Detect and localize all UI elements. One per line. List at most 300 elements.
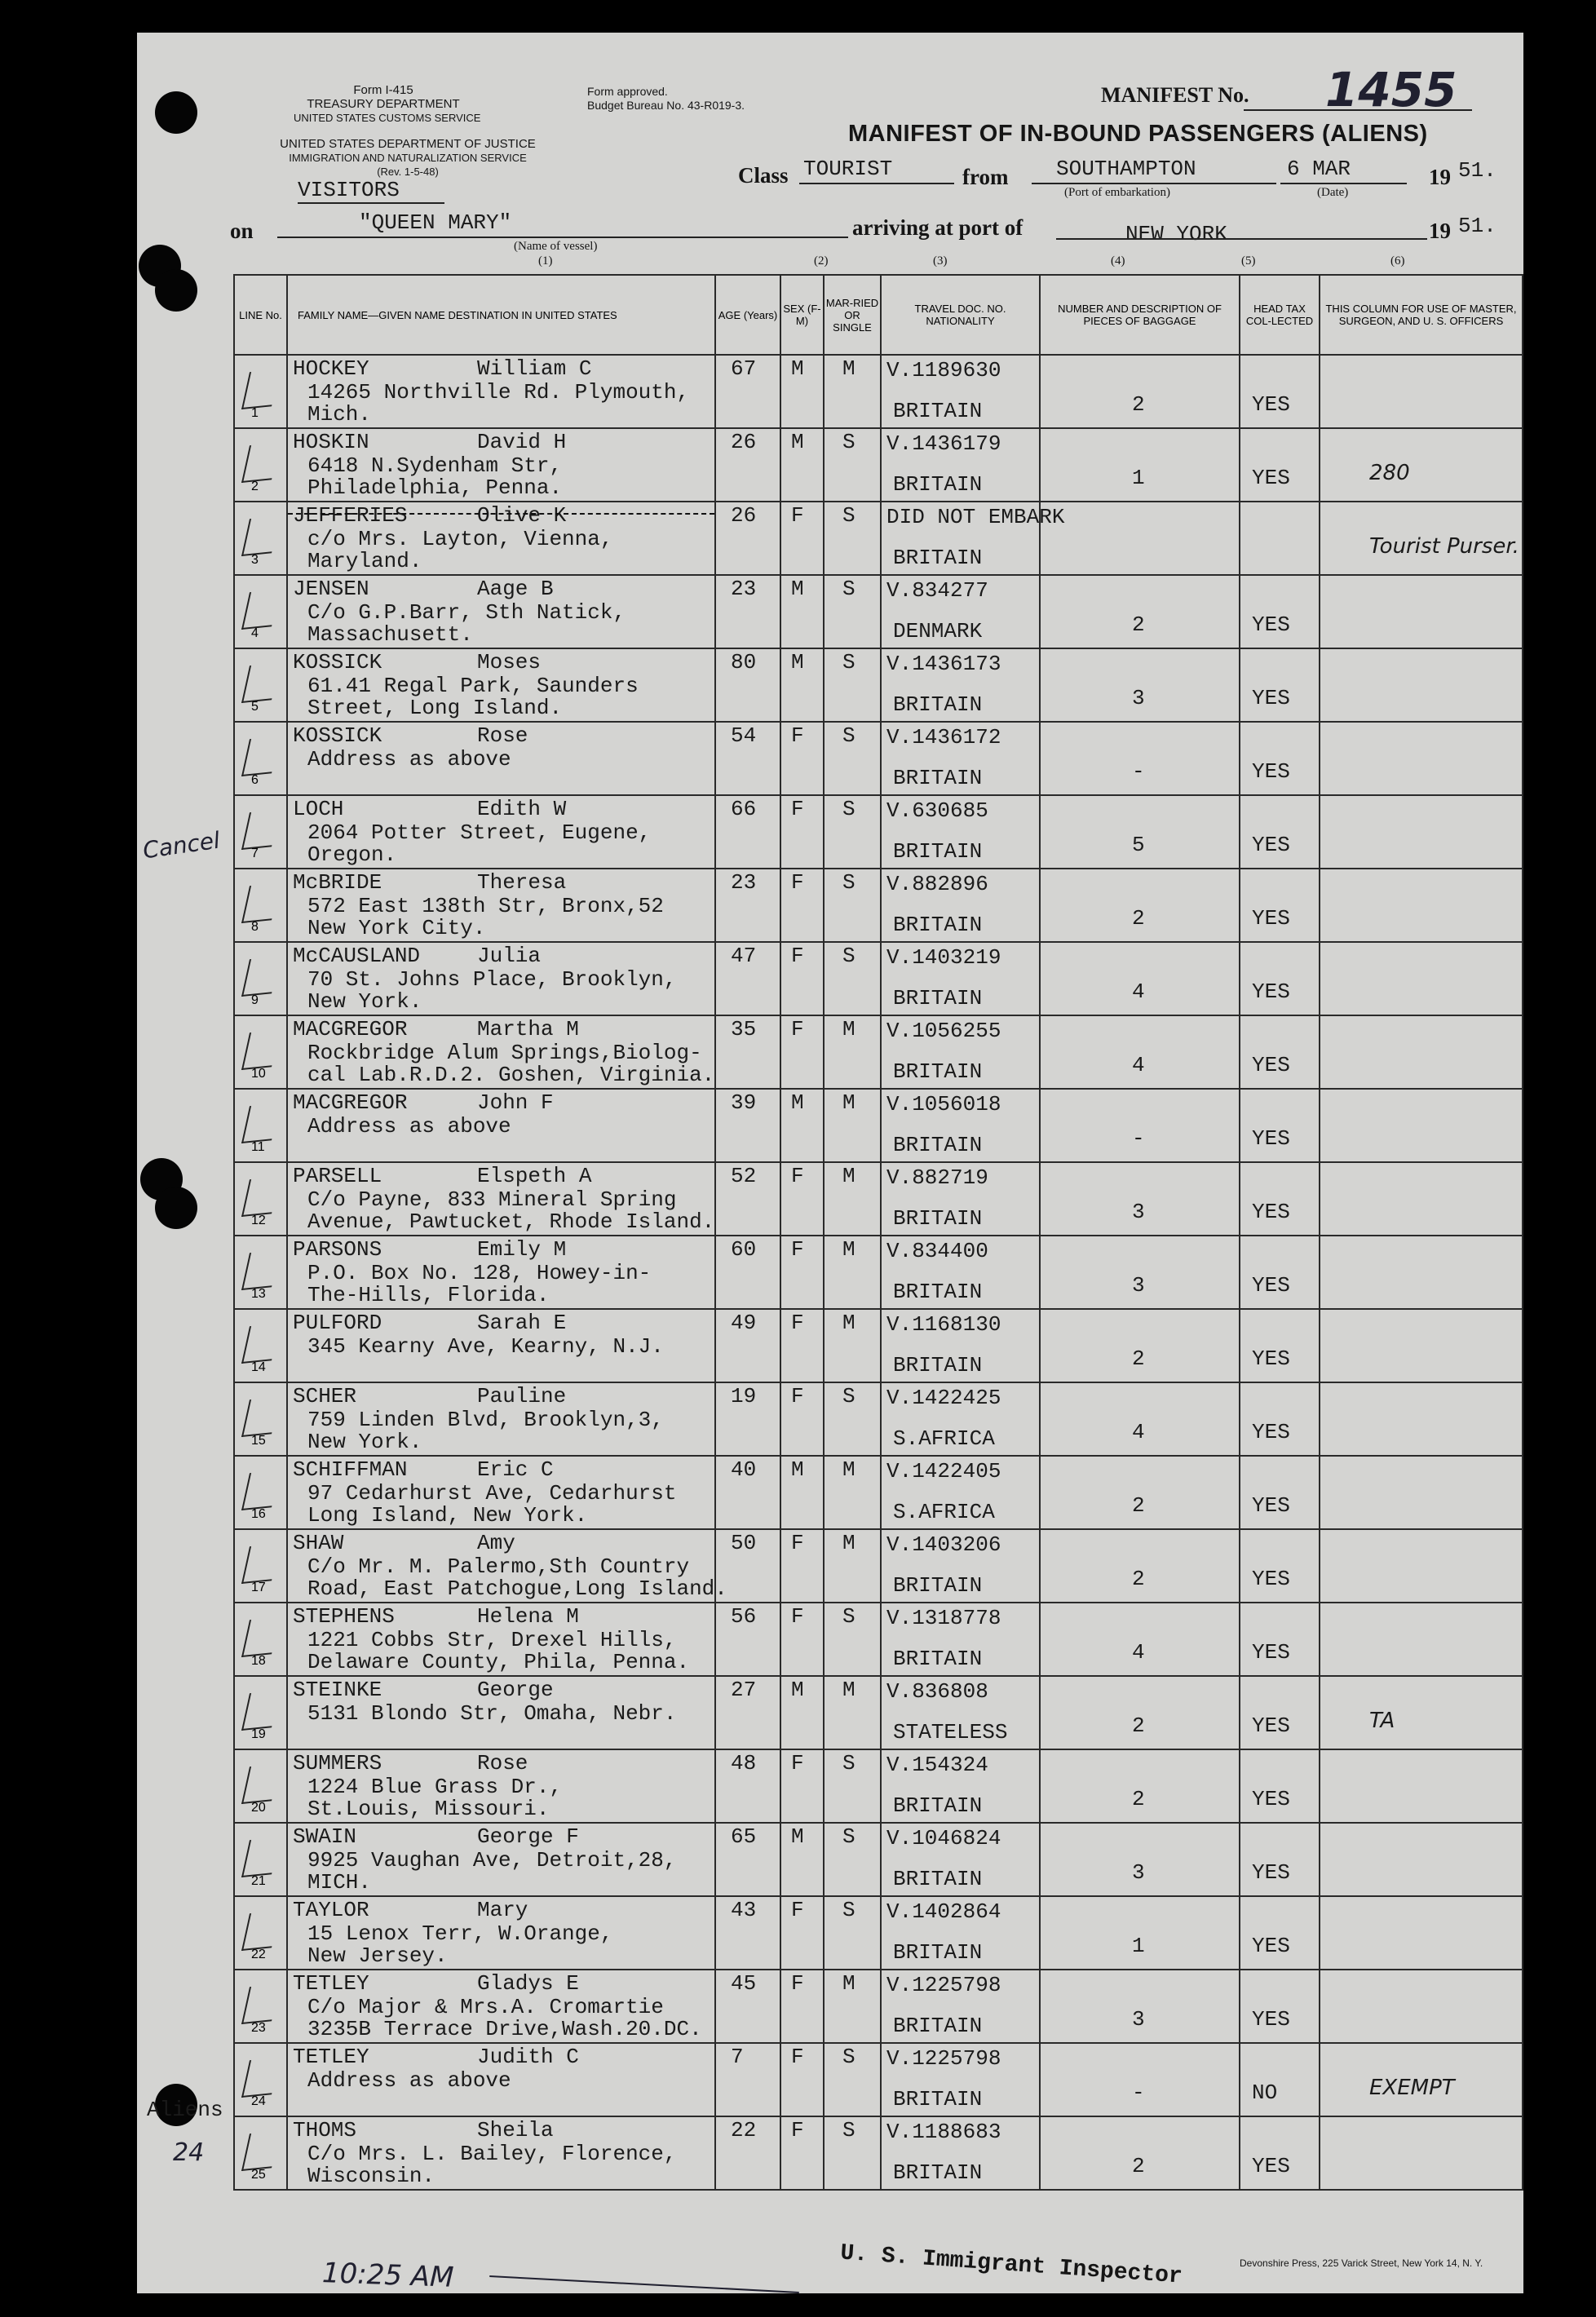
line-cell: [234, 795, 287, 869]
baggage-count: 4: [1132, 1053, 1145, 1077]
sex-cell: [780, 355, 824, 428]
family-name: KOSSICK: [293, 723, 382, 748]
ins-service: IMMIGRATION AND NATURALIZATION SERVICE: [289, 152, 527, 164]
address-line-2: 3235B Terrace Drive,Wash.20.DC.: [307, 2017, 702, 2041]
age: 22: [731, 2118, 757, 2142]
line-number: 5: [251, 700, 259, 714]
travel-doc-number: V.1168130: [886, 1312, 1001, 1337]
name-cell: [287, 1236, 715, 1309]
marital-cell: [824, 355, 881, 428]
baggage-cell: [1040, 1456, 1240, 1529]
family-name: THOMS: [293, 2118, 357, 2142]
marital-status: S: [842, 577, 855, 601]
col-header-sex: SEX (F-M): [780, 275, 824, 355]
sex: F: [791, 1164, 804, 1188]
travel-doc-number: V.836808: [886, 1679, 988, 1704]
check-mark-icon: [241, 809, 280, 850]
head-tax: YES: [1252, 2154, 1290, 2178]
form-number: Form I-415: [353, 83, 413, 97]
age-cell: [715, 1749, 780, 1823]
head-tax: YES: [1252, 1126, 1290, 1151]
address-line-2: Mich.: [307, 402, 372, 427]
travel-doc-cell: [881, 722, 1040, 795]
address-line-2: Massachusett.: [307, 622, 473, 647]
baggage-count: 2: [1132, 1713, 1145, 1738]
sex: F: [791, 797, 804, 821]
name-cell: [287, 795, 715, 869]
name-cell: [287, 1603, 715, 1676]
travel-doc-number: DID NOT EMBARK: [886, 505, 1065, 529]
nationality: STATELESS: [893, 1720, 1008, 1744]
baggage-count: 3: [1132, 1860, 1145, 1885]
line-cell: [234, 2116, 287, 2190]
age: 65: [731, 1824, 757, 1849]
sex-cell: [780, 1162, 824, 1236]
officers-cell: [1320, 1456, 1523, 1529]
address-line-1: 70 St. Johns Place, Brooklyn,: [307, 967, 677, 992]
head-tax: YES: [1252, 1860, 1290, 1885]
head-tax-cell: [1240, 869, 1320, 942]
travel-doc-number: V.1436179: [886, 431, 1001, 456]
baggage-cell: [1040, 1676, 1240, 1749]
line-number: 1: [251, 406, 259, 420]
head-tax-cell: [1240, 1823, 1320, 1896]
officers-cell: [1320, 1970, 1523, 2043]
family-name: TETLEY: [293, 2045, 369, 2069]
family-name: PARSELL: [293, 1164, 382, 1188]
vessel-caption: (Name of vessel): [514, 240, 598, 253]
sex-cell: [780, 1603, 824, 1676]
given-name: Edith W: [477, 797, 567, 821]
line-cell: [234, 2043, 287, 2116]
address-line-1: C/o G.P.Barr, Sth Natick,: [307, 600, 626, 625]
travel-doc-cell: [881, 1896, 1040, 1970]
head-tax: YES: [1252, 906, 1290, 931]
check-mark-icon: [241, 662, 280, 703]
travel-doc-cell: [881, 2116, 1040, 2190]
travel-doc-cell: [881, 1749, 1040, 1823]
family-name: SCHIFFMAN: [293, 1457, 408, 1482]
age: 50: [731, 1531, 757, 1555]
name-cell: [287, 2043, 715, 2116]
table-row: [234, 502, 1523, 575]
nationality: BRITAIN: [893, 2014, 983, 2038]
date-underline: [1280, 183, 1407, 184]
name-cell: [287, 1896, 715, 1970]
table-row: [234, 869, 1523, 942]
travel-doc-cell: [881, 1309, 1040, 1382]
name-cell: [287, 942, 715, 1015]
line-cell: [234, 1382, 287, 1456]
nationality: BRITAIN: [893, 1353, 983, 1377]
given-name: Elspeth A: [477, 1164, 592, 1188]
sex: F: [791, 1751, 804, 1775]
marital-status: M: [842, 1090, 855, 1115]
sex: M: [791, 650, 804, 674]
head-tax: YES: [1252, 833, 1290, 857]
given-name: Gladys E: [477, 1971, 579, 1996]
officers-cell: [1320, 942, 1523, 1015]
baggage-count: -: [1132, 1126, 1145, 1151]
family-name: SUMMERS: [293, 1751, 382, 1775]
aliens-label: Aliens: [147, 2098, 223, 2122]
marital-cell: [824, 1676, 881, 1749]
name-cell: [287, 355, 715, 428]
officers-cell: [1320, 648, 1523, 722]
line-cell: [234, 355, 287, 428]
baggage-count: 3: [1132, 1200, 1145, 1224]
line-cell: [234, 1676, 287, 1749]
family-name: PULFORD: [293, 1311, 382, 1335]
address-line-1: 759 Linden Blvd, Brooklyn,3,: [307, 1408, 664, 1432]
line-number: 23: [251, 2021, 266, 2035]
head-tax-cell: [1240, 942, 1320, 1015]
sex: F: [791, 1237, 804, 1262]
aliens-count: 24: [173, 2138, 205, 2167]
line-number: 10: [251, 1067, 266, 1081]
baggage-cell: [1040, 1896, 1240, 1970]
age: 67: [731, 356, 757, 381]
head-tax-cell: [1240, 1236, 1320, 1309]
given-name: Julia: [477, 944, 542, 968]
table-row: [234, 1529, 1523, 1603]
travel-doc-number: V.834400: [886, 1239, 988, 1263]
address-line-1: P.O. Box No. 128, Howey-in-: [307, 1261, 652, 1285]
address-line-2: New Jersey.: [307, 1943, 448, 1968]
check-mark-icon: [241, 515, 280, 556]
marital-status: M: [842, 1457, 855, 1482]
travel-doc-number: V.1189630: [886, 358, 1001, 382]
nationality: BRITAIN: [893, 839, 983, 864]
officers-cell: [1320, 2043, 1523, 2116]
nationality: BRITAIN: [893, 1573, 983, 1598]
baggage-cell: [1040, 428, 1240, 502]
officers-cell: [1320, 1603, 1523, 1676]
given-name: John F: [477, 1090, 554, 1115]
budget-bureau: Budget Bureau No. 43-R019-3.: [587, 99, 745, 112]
travel-doc-number: V.1422405: [886, 1459, 1001, 1483]
baggage-count: 1: [1132, 1934, 1145, 1958]
officers-cell: [1320, 1382, 1523, 1456]
marital-status: M: [842, 1531, 855, 1555]
baggage-cell: [1040, 795, 1240, 869]
cancel-note: Cancel: [141, 826, 222, 864]
travel-doc-cell: [881, 1382, 1040, 1456]
head-tax-cell: [1240, 1089, 1320, 1162]
name-cell: [287, 1676, 715, 1749]
address-line-2: New York.: [307, 1430, 422, 1454]
address-line-1: Address as above: [307, 747, 511, 772]
head-tax: YES: [1252, 1493, 1290, 1518]
baggage-cell: [1040, 575, 1240, 648]
line-number: 14: [251, 1360, 266, 1374]
marital-cell: [824, 869, 881, 942]
col-number-3: (3): [933, 254, 948, 268]
table-row: [234, 1456, 1523, 1529]
baggage-cell: [1040, 1309, 1240, 1382]
name-cell: [287, 502, 715, 575]
line-cell: [234, 1089, 287, 1162]
marital-cell: [824, 2043, 881, 2116]
travel-doc-number: V.1188683: [886, 2120, 1001, 2144]
marital-cell: [824, 1089, 881, 1162]
officers-cell: [1320, 502, 1523, 575]
address-line-1: C/o Mrs. L. Bailey, Florence,: [307, 2142, 677, 2166]
year-suffix: 51.: [1458, 158, 1497, 183]
given-name: Eric C: [477, 1457, 554, 1482]
table-row: [234, 2116, 1523, 2190]
table-row: [234, 1236, 1523, 1309]
baggage-count: 2: [1132, 2154, 1145, 2178]
travel-doc-cell: [881, 1603, 1040, 1676]
family-name: McBRIDE: [293, 870, 382, 895]
sex: F: [791, 870, 804, 895]
sex: F: [791, 2045, 804, 2069]
printer-credit: Devonshire Press, 225 Varick Street, New York 14, N. Y.: [1240, 2257, 1483, 2269]
col-header-married: MAR-RIED OR SINGLE: [824, 275, 881, 355]
col-header-baggage: NUMBER AND DESCRIPTION OF PIECES OF BAGGAGE: [1040, 275, 1240, 355]
strikethrough-line: [288, 513, 714, 515]
manifest-title: MANIFEST OF IN-BOUND PASSENGERS (ALIENS): [848, 121, 1428, 147]
head-tax: YES: [1252, 1934, 1290, 1958]
officers-cell: [1320, 1529, 1523, 1603]
travel-doc-number: V.1056018: [886, 1092, 1001, 1116]
travel-doc-cell: [881, 1089, 1040, 1162]
age-cell: [715, 795, 780, 869]
baggage-cell: [1040, 942, 1240, 1015]
travel-doc-cell: [881, 795, 1040, 869]
age-cell: [715, 1823, 780, 1896]
age-cell: [715, 1456, 780, 1529]
head-tax-cell: [1240, 1162, 1320, 1236]
baggage-count: 3: [1132, 1273, 1145, 1298]
officers-cell: [1320, 795, 1523, 869]
manifest-no-underline: [1244, 109, 1472, 111]
line-number: 7: [251, 847, 259, 860]
sex: F: [791, 1311, 804, 1335]
sex-cell: [780, 2043, 824, 2116]
address-line-1: C/o Mr. M. Palermo,Sth Country: [307, 1554, 690, 1579]
table-row: [234, 1162, 1523, 1236]
sex: F: [791, 1384, 804, 1408]
baggage-cell: [1040, 1749, 1240, 1823]
col-header-age: AGE (Years): [715, 275, 780, 355]
address-line-1: 14265 Northville Rd. Plymouth,: [307, 380, 690, 405]
family-name: PARSONS: [293, 1237, 382, 1262]
name-cell: [287, 2116, 715, 2190]
given-name: Mary: [477, 1898, 528, 1922]
baggage-count: 5: [1132, 833, 1145, 857]
arrival-year-prefix: 19: [1429, 219, 1451, 243]
address-line-1: Address as above: [307, 2068, 511, 2093]
age: 39: [731, 1090, 757, 1115]
sex-cell: [780, 1089, 824, 1162]
family-name: SCHER: [293, 1384, 357, 1408]
age: 35: [731, 1017, 757, 1041]
table-row: [234, 1749, 1523, 1823]
sex: M: [791, 1678, 804, 1702]
age: 49: [731, 1311, 757, 1335]
baggage-cell: [1040, 2043, 1240, 2116]
address-line-1: 15 Lenox Terr, W.Orange,: [307, 1921, 613, 1946]
check-mark-icon: [241, 882, 280, 923]
nationality: BRITAIN: [893, 546, 983, 570]
treasury-dept: TREASURY DEPARTMENT: [307, 97, 460, 111]
age: 27: [731, 1678, 757, 1702]
visitors-label: VISITORS: [298, 178, 400, 202]
baggage-count: 1: [1132, 466, 1145, 490]
name-cell: [287, 1529, 727, 1603]
nationality: DENMARK: [893, 619, 983, 643]
baggage-cell: [1040, 1970, 1240, 2043]
baggage-count: 2: [1132, 392, 1145, 417]
age-cell: [715, 2116, 780, 2190]
check-mark-icon: [241, 1910, 280, 1951]
given-name: William C: [477, 356, 592, 381]
officers-cell: [1320, 869, 1523, 942]
officers-cell: [1320, 1015, 1523, 1089]
sex-cell: [780, 648, 824, 722]
age-cell: [715, 355, 780, 428]
line-number: 15: [251, 1434, 266, 1448]
table-row: [234, 1382, 1523, 1456]
name-cell: [287, 648, 715, 722]
age: 48: [731, 1751, 757, 1775]
line-cell: [234, 428, 287, 502]
baggage-count: -: [1132, 2080, 1145, 2105]
col-number-1: (1): [538, 254, 553, 268]
travel-doc-number: V.1046824: [886, 1826, 1001, 1851]
manifest-no-value: 1455: [1325, 62, 1457, 117]
marital-cell: [824, 648, 881, 722]
nationality: BRITAIN: [893, 1867, 983, 1891]
table-row: [234, 1896, 1523, 1970]
travel-doc-cell: [881, 1162, 1040, 1236]
marital-status: M: [842, 1678, 855, 1702]
head-tax-cell: [1240, 1749, 1320, 1823]
head-tax-cell: [1240, 1603, 1320, 1676]
col-header-officers: THIS COLUMN FOR USE OF MASTER, SURGEON, AND U. S. OFFICERS: [1320, 275, 1523, 355]
form-header-left: [294, 83, 481, 125]
family-name: JEFFERIES: [293, 503, 408, 528]
table-row: [234, 1823, 1523, 1896]
sex: M: [791, 1090, 804, 1115]
baggage-count: 2: [1132, 1567, 1145, 1591]
travel-doc-number: V.1056255: [886, 1019, 1001, 1043]
travel-doc-number: V.834277: [886, 578, 988, 603]
address-line-1: Address as above: [307, 1114, 511, 1139]
address-line-2: Oregon.: [307, 842, 397, 867]
nationality: BRITAIN: [893, 913, 983, 937]
sex-cell: [780, 575, 824, 648]
line-cell: [234, 722, 287, 795]
arrival-underline: [1056, 238, 1427, 240]
address-line-2: Philadelphia, Penna.: [307, 475, 563, 500]
marital-status: S: [842, 723, 855, 748]
line-number: 8: [251, 920, 259, 934]
line-number: 20: [251, 1801, 266, 1815]
col-header-name: FAMILY NAME—GIVEN NAME DESTINATION IN UNITED STATES: [287, 275, 715, 355]
table-row: [234, 1970, 1523, 2043]
baggage-cell: [1040, 1603, 1240, 1676]
check-mark-icon: [241, 1837, 280, 1877]
head-tax: YES: [1252, 1713, 1290, 1738]
family-name: TAYLOR: [293, 1898, 369, 1922]
age: 52: [731, 1164, 757, 1188]
binder-hole-1: [155, 91, 197, 134]
age: 80: [731, 650, 757, 674]
officer-note: 280: [1369, 461, 1410, 485]
baggage-count: 4: [1132, 1640, 1145, 1665]
travel-doc-cell: [881, 1676, 1040, 1749]
given-name: George F: [477, 1824, 579, 1849]
binder-hole-5: [155, 1187, 197, 1229]
officers-cell: [1320, 1162, 1523, 1236]
address-line-2: Wisconsin.: [307, 2164, 435, 2188]
family-name: MACGREGOR: [293, 1090, 408, 1115]
baggage-count: 4: [1132, 979, 1145, 1004]
baggage-count: 2: [1132, 612, 1145, 637]
customs-service: UNITED STATES CUSTOMS SERVICE: [294, 112, 481, 124]
baggage-cell: [1040, 1823, 1240, 1896]
line-number: 21: [251, 1874, 266, 1888]
marital-status: M: [842, 356, 855, 381]
check-mark-icon: [241, 1470, 280, 1510]
head-tax-cell: [1240, 722, 1320, 795]
age-cell: [715, 1089, 780, 1162]
head-tax: YES: [1252, 1346, 1290, 1371]
check-mark-icon: [241, 1396, 280, 1437]
travel-doc-number: V.1436172: [886, 725, 1001, 749]
table-row: [234, 942, 1523, 1015]
line-number: 12: [251, 1214, 266, 1227]
travel-doc-cell: [881, 428, 1040, 502]
baggage-count: 3: [1132, 2007, 1145, 2032]
sex-cell: [780, 2116, 824, 2190]
sex: M: [791, 1824, 804, 1849]
line-number: 17: [251, 1581, 266, 1594]
sex: M: [791, 577, 804, 601]
sex: F: [791, 1531, 804, 1555]
on-label: on: [230, 219, 254, 243]
head-tax: YES: [1252, 1567, 1290, 1591]
head-tax: YES: [1252, 1420, 1290, 1444]
travel-doc-cell: [881, 1456, 1040, 1529]
address-line-1: 345 Kearny Ave, Kearny, N.J.: [307, 1334, 664, 1359]
address-line-2: cal Lab.R.D.2. Goshen, Virginia.: [307, 1063, 715, 1087]
name-cell: [287, 1823, 715, 1896]
sex-cell: [780, 869, 824, 942]
line-number: 19: [251, 1727, 266, 1741]
officers-cell: [1320, 355, 1523, 428]
marital-cell: [824, 722, 881, 795]
baggage-cell: [1040, 502, 1240, 575]
name-cell: [287, 1749, 715, 1823]
check-mark-icon: [241, 1029, 280, 1070]
address-line-1: 1221 Cobbs Str, Drexel Hills,: [307, 1628, 677, 1652]
check-mark-icon: [241, 369, 280, 409]
baggage-cell: [1040, 355, 1240, 428]
address-line-1: 5131 Blondo Str, Omaha, Nebr.: [307, 1701, 677, 1726]
age-cell: [715, 1603, 780, 1676]
check-mark-icon: [241, 736, 280, 776]
age-cell: [715, 722, 780, 795]
address-line-2: MICH.: [307, 1870, 372, 1895]
marital-status: S: [842, 1824, 855, 1849]
head-tax: NO: [1252, 2080, 1278, 2105]
date-caption: (Date): [1317, 186, 1349, 199]
line-cell: [234, 1162, 287, 1236]
